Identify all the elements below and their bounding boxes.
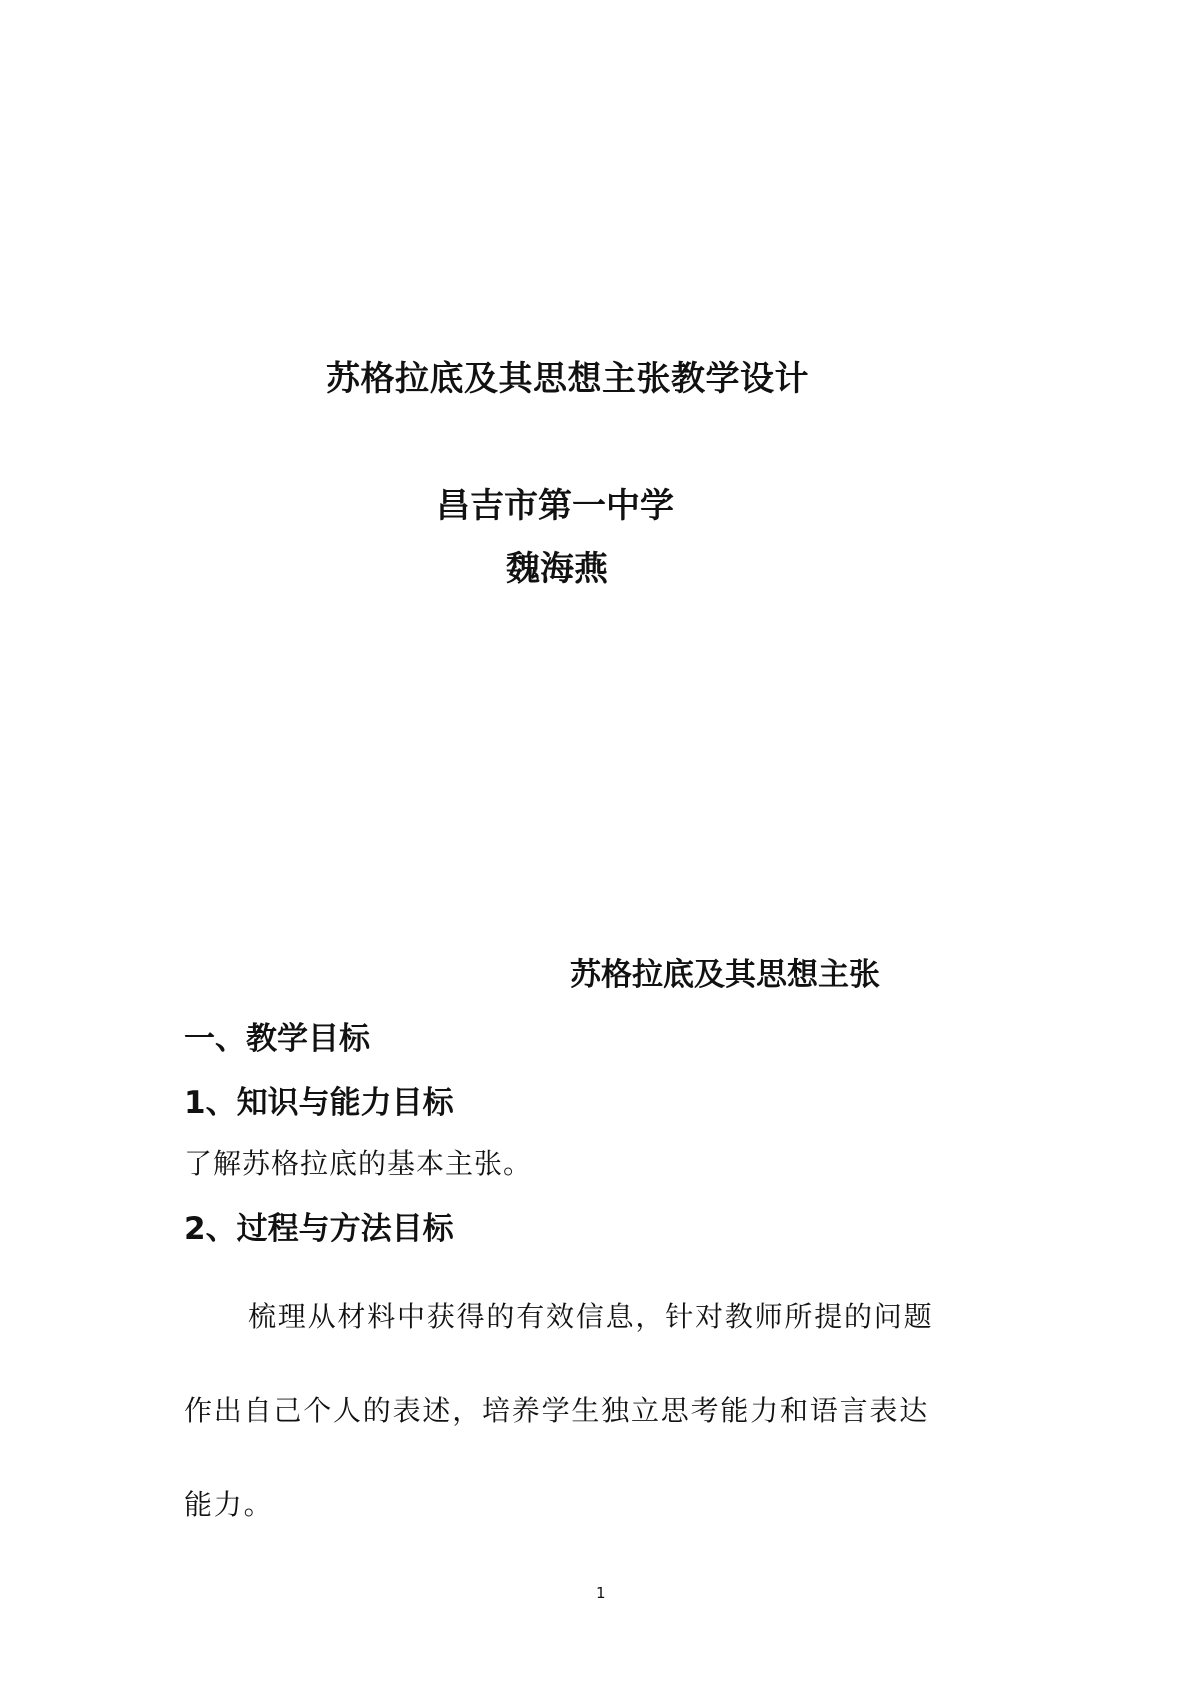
paragraph-line: 能力。 — [184, 1488, 274, 1521]
objective-text-knowledge: 了解苏格拉底的基本主张。 — [184, 1147, 533, 1180]
page-number: 1 — [596, 1584, 606, 1602]
paragraph-line: 梳理从材料中获得的有效信息，针对教师所提的问题 — [248, 1300, 934, 1333]
section-heading-teaching-objectives: 一、教学目标 — [184, 1021, 370, 1057]
lesson-subtitle: 苏格拉底及其思想主张 — [570, 957, 880, 993]
paragraph-line: 作出自己个人的表述，培养学生独立思考能力和语言表达 — [184, 1394, 930, 1427]
school-name: 昌吉市第一中学 — [436, 486, 674, 526]
author-name: 魏海燕 — [506, 549, 608, 589]
document-title: 苏格拉底及其思想主张教学设计 — [326, 359, 809, 399]
objective-heading-knowledge: 1、知识与能力目标 — [184, 1085, 454, 1121]
objective-heading-process: 2、过程与方法目标 — [184, 1211, 454, 1247]
objective-paragraph-process — [184, 1270, 994, 1552]
